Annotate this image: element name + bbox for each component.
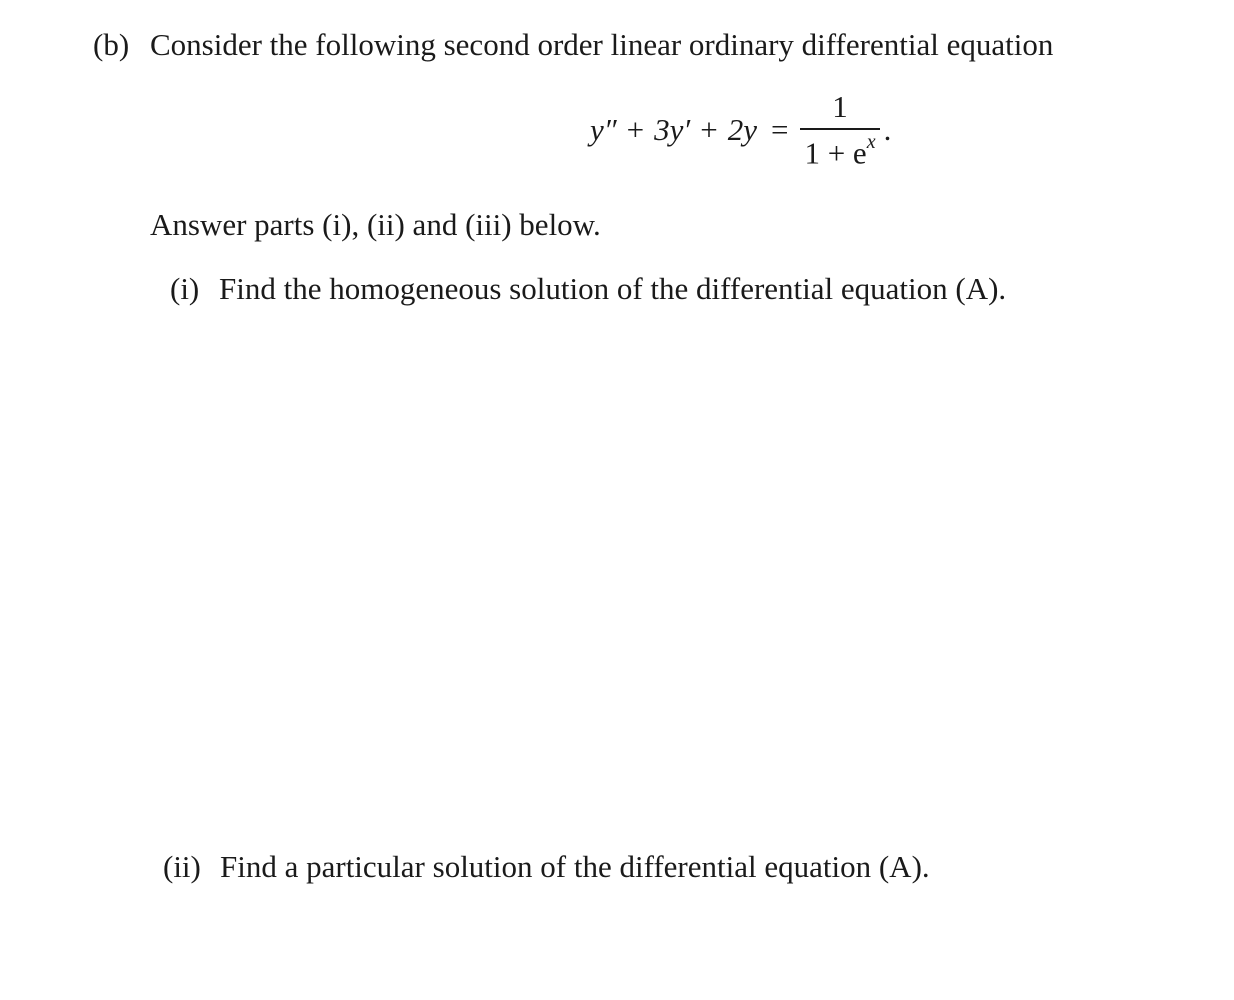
equation-period: . [883, 112, 892, 147]
part-ii-question [163, 851, 930, 882]
equation-equals-sign: = [770, 112, 789, 147]
part-b-label: (b) [93, 27, 130, 62]
part-i-text: Find the homogeneous solution of the differential equation (A). [219, 271, 1007, 306]
equation-plus-2: + [700, 112, 718, 147]
equation-plus-1: + [626, 112, 645, 147]
part-b-text: Consider the following second order linear ordinary differential equation [150, 27, 1054, 62]
equation-fraction [800, 89, 879, 171]
denominator-exponent: x [866, 131, 876, 154]
part-ii-label: (ii) [163, 849, 201, 884]
equation-term-3y-prime: 3y′ [654, 112, 691, 147]
equation-term-y-double-prime: y″ [590, 112, 617, 147]
part-i-label: (i) [170, 271, 200, 306]
part-ii-text: Find a particular solution of the differential equation (A). [220, 849, 930, 884]
instructions-text: Answer parts (i), (ii) and (iii) below. [150, 207, 601, 242]
part-b-heading [93, 29, 1053, 60]
denominator-base: 1 + e [804, 135, 867, 171]
differential-equation [590, 90, 891, 170]
fraction-denominator [800, 130, 879, 171]
fraction-numerator: 1 [832, 89, 848, 125]
part-i-question [170, 273, 1006, 304]
equation-term-2y: 2y [727, 112, 757, 147]
